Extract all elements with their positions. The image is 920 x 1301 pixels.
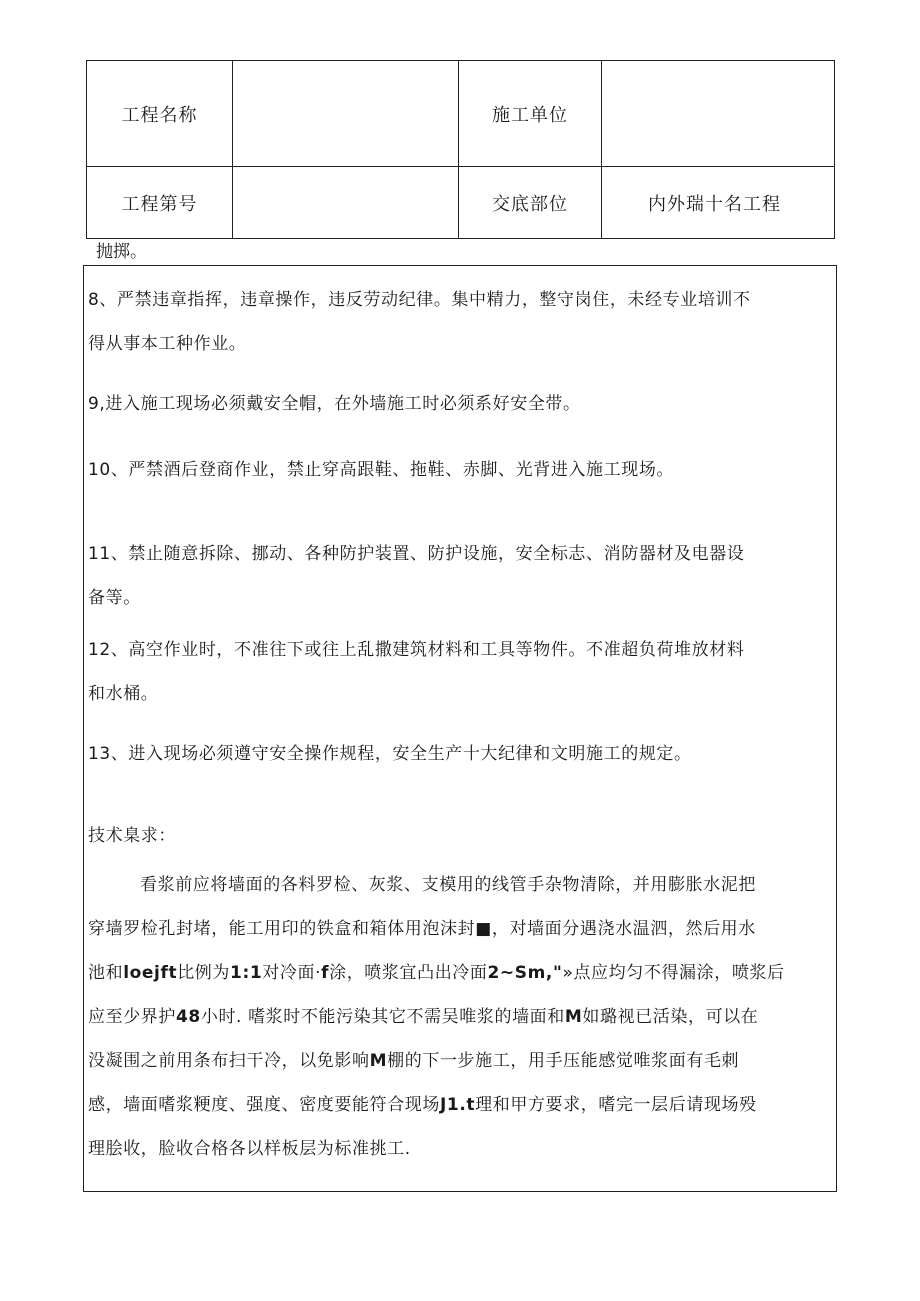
info-row-1 [87,61,835,167]
safety-item-11 [88,532,832,620]
tech-line-4-part-d: M [564,1007,583,1027]
tech-line-6-part-c: 理和甲方要求，嗜完一层后请现场殁 [475,1095,757,1115]
tech-line-2-part-a: 穿墙罗检孔封堵，能工用印的铁盒和箱体用泡沫封 [88,919,476,939]
tech-line-6-part-a: 感，墙面嗜浆粳度、强度、密度要能符合现场 [88,1095,440,1115]
tech-line-3-part-c: 比例为 [177,963,231,983]
tech-line-3-part-h: 2~Sm," [487,963,563,983]
safety-item-12-line-2: 和水桶。 [88,684,159,704]
safety-item-8 [88,278,832,366]
safety-item-8-line-1: 8、严禁违章指挥，违章操作，违反劳动纪律。集中精力，整守岗住，未经专业培训不 [88,290,751,310]
tech-line-4-part-b: 48 [176,1007,201,1027]
tech-line-5-part-c: 棚的下一步施工，用手压能感觉唯浆面有毛刺 [387,1051,740,1071]
tech-line-4-part-e: 如璐视已活染，可以在 [582,1007,759,1027]
tech-line-6 [88,1083,832,1127]
tech-line-3-part-b: loejft [123,963,178,983]
tech-heading-text: 技术臬求： [88,826,176,846]
tech-line-2-part-b: ■ [475,919,492,939]
construction-unit-value [602,61,835,167]
tech-line-3-part-d: 1:1 [230,963,263,983]
project-number-value [233,167,459,239]
project-number-label: 工程第号 [87,167,233,239]
tech-line-5-part-b: M [369,1051,388,1071]
tech-line-2 [88,907,832,951]
safety-item-10-line-1: 10、严禁酒后登商作业，禁止穿高跟鞋、拖鞋、赤脚、光背进入施工现场。 [88,460,675,480]
tech-line-5 [88,1039,832,1083]
safety-item-9 [88,382,832,426]
tech-line-4 [88,995,832,1039]
safety-item-11-line-2: 备等。 [88,588,141,608]
tech-line-4-part-c: 小时. 嗜浆时不能污染其它不需吴唯浆的墙面和 [200,1007,565,1027]
info-row-2 [87,167,835,239]
tech-line-3-part-g: 涂，喷浆宜凸出冷面 [329,963,488,983]
tech-requirements-heading [88,814,832,858]
handover-location-label: 交底部位 [459,167,602,239]
project-info-table [86,60,835,239]
tech-line-3-part-a: 池和 [88,963,124,983]
safety-item-10 [88,448,832,492]
safety-item-12-line-1: 12、高空作业时，不准往下或往上乱撒建筑材料和工具等物件。不准超负荷堆放材料 [88,640,745,660]
safety-item-13 [88,732,832,776]
tech-line-3 [88,951,832,995]
safety-item-11-line-1: 11、禁止随意拆除、挪动、各种防护装置、防护设施，安全标志、消防器材及电器设 [88,544,745,564]
tech-line-2-part-c: ，对墙面分遇浇水温泗，然后用水 [491,919,756,939]
overflow-text: 抛掷。 [96,242,147,262]
project-name-value [233,61,459,167]
tech-line-5-part-a: 没凝围之前用条布扫干冷，以免影响 [88,1051,370,1071]
tech-line-3-part-e: 对冷面· [262,963,322,983]
safety-item-13-line-1: 13、进入现场必须遵守安全操作规程，安全生产十大纪律和文明施工的规定。 [88,744,692,764]
handover-location-value: 内外瑞十名工程 [602,167,835,239]
safety-item-8-line-2: 得从事本工种作业。 [88,334,247,354]
tech-line-4-part-a: 应至少界护 [88,1007,176,1027]
tech-line-6-part-b: J1.t [440,1095,476,1115]
project-name-label: 工程名称 [87,61,233,167]
tech-line-3-part-f: f [321,963,330,983]
construction-unit-label: 施工单位 [459,61,602,167]
tech-requirements-body [88,863,832,1171]
safety-item-9-line-1: 9,进入施工现场必须戴安全帽，在外墙施工时必须系好安全带。 [88,394,581,414]
safety-item-12 [88,628,832,716]
tech-line-3-part-i: »点应均匀不得漏涂，喷浆后 [562,963,785,983]
tech-line-7: 理脍收，脸收合格各以样板层为标准挑工. [88,1139,411,1159]
content-box [83,265,837,1192]
tech-line-1: 看浆前应将墙面的各料罗检、灰浆、支模用的线管手杂物清除，并用膨胀水泥把 [140,875,756,895]
